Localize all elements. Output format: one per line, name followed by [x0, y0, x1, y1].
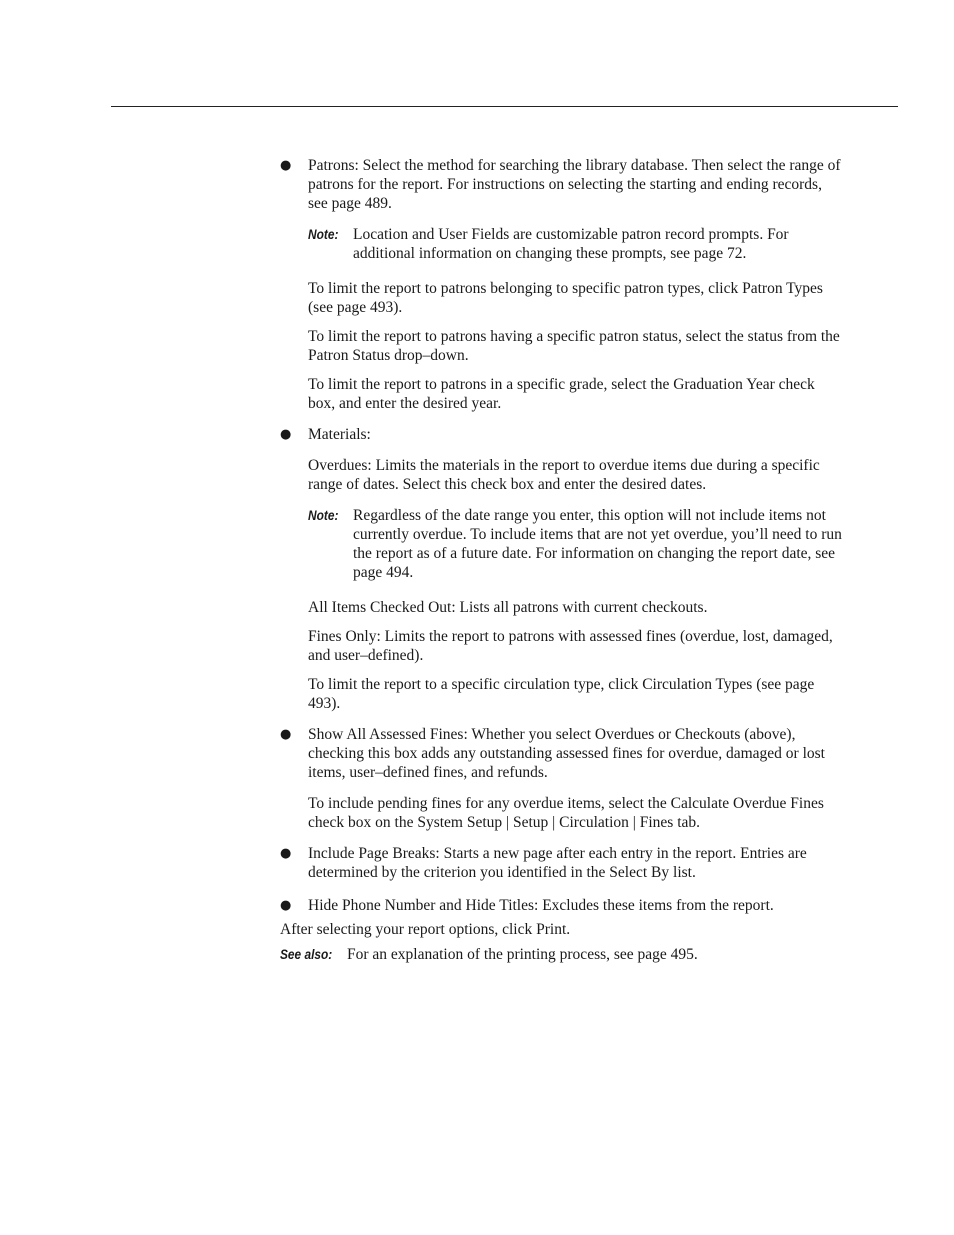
para-pending-fines: To include pending fines for any overdue items, select the Calculate Overdue Fines check box on the System Setup | Setup | Circulation | Fines tab. [308, 795, 824, 831]
para-patron-status: To limit the report to patrons having a specific patron status, select the status from the Patron Status drop–down. [308, 328, 840, 364]
para-grade: To limit the report to patrons in a specific grade, select the Graduation Year check box, and enter the desired year. [308, 376, 815, 412]
bullet-text: Patrons: Select the method for searching the library database. Then select the range of patrons for the report. For instructions on selecting the starting and ending records, see page 489. [308, 157, 841, 212]
bullet-icon: ● [280, 727, 292, 742]
para-fines-only: Fines Only: Limits the report to patrons with assessed fines (overdue, lost, damaged, and user–defined). [308, 628, 833, 664]
note-patron-fields [308, 225, 845, 263]
bullet-hide-phone [280, 896, 845, 915]
bullet-text: Materials: [308, 426, 371, 443]
bullet-icon: ● [280, 158, 292, 173]
bullet-show-all-fines [280, 725, 845, 782]
bullet-materials [280, 425, 845, 444]
para-circ-types: To limit the report to a specific circulation type, click Circulation Types (see page 493). [308, 676, 815, 712]
page-content [280, 156, 845, 964]
para-all-checked-out: All Items Checked Out: Lists all patrons with current checkouts. [308, 599, 708, 616]
note-label: Note: [308, 226, 339, 242]
note-label: Note: [308, 507, 339, 523]
bullet-text: Hide Phone Number and Hide Titles: Excludes these items from the report. [308, 897, 774, 914]
para-overdues: Overdues: Limits the materials in the report to overdue items due during a specific range of dates. Select this check box and enter the desired dates. [308, 457, 820, 493]
bullet-icon: ● [280, 898, 292, 913]
see-also-label: See also: [280, 946, 333, 962]
header-rule [111, 106, 898, 107]
bullet-page-breaks [280, 844, 845, 882]
note-text: Location and User Fields are customizable patron record prompts. For additional information on changing these prompts, see page 72. [353, 226, 789, 262]
bullet-text: Show All Assessed Fines: Whether you select Overdues or Checkouts (above), checking this box adds any outstanding assessed fines for overdue, damaged or lost items, user–defined fines, and refunds. [308, 726, 825, 781]
para-patron-types: To limit the report to patrons belonging to specific patron types, click Patron Types (see page 493). [308, 280, 823, 316]
note-overdue-range [308, 506, 845, 582]
note-text: Regardless of the date range you enter, this option will not include items not currently overdue. To include items that are not yet overdue, you’ll need to run the report as of a future date. For information on changing the report date, see page 494. [353, 507, 842, 581]
bullet-text: Include Page Breaks: Starts a new page after each entry in the report. Entries are determined by the criterion you identified in the Select By list. [308, 845, 807, 881]
see-also [280, 945, 845, 964]
bullet-icon: ● [280, 846, 292, 861]
bullet-icon: ● [280, 427, 292, 442]
bullet-patrons [280, 156, 845, 213]
see-also-text: For an explanation of the printing process, see page 495. [347, 946, 698, 963]
after-selecting-text: After selecting your report options, click Print. [280, 921, 571, 938]
